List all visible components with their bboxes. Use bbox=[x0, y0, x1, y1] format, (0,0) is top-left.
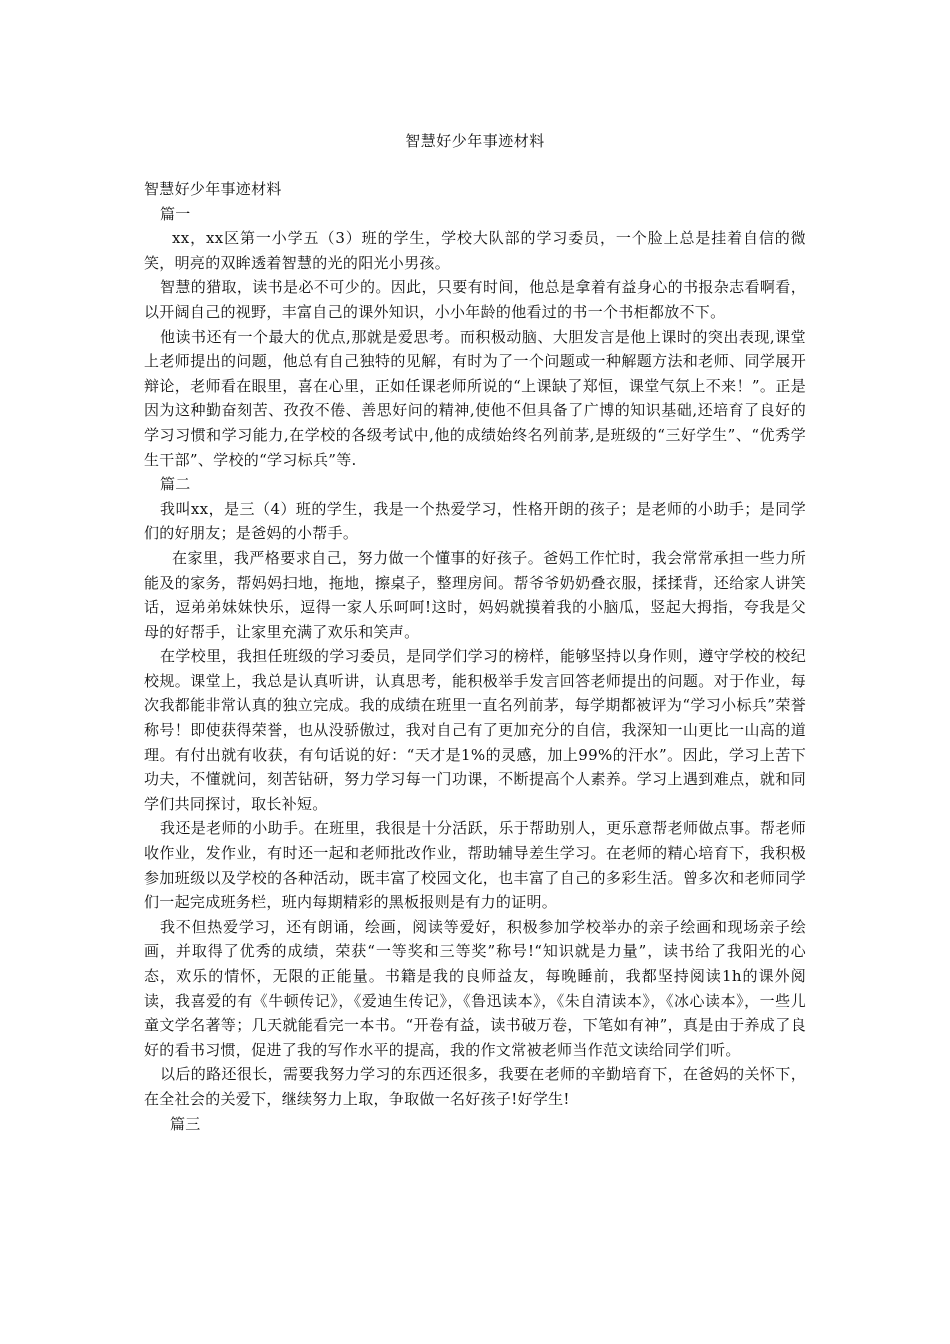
paragraph: 在家里，我严格要求自己，努力做一个懂事的好孩子。爸妈工作忙时，我会常常承担一些力所能及的家务，帮妈妈扫地，拖地，擦桌子，整理房间。帮爷爷奶奶叠衣服，揉揉背，还给家人讲笑话，逗弟弟妹妹快乐，逗得一家人乐呵呵!这时，妈妈就摸着我的小脑瓜，竖起大拇指，夸我是父母的好帮手，让家里充满了欢乐和笑声。 bbox=[144, 548, 806, 641]
document-subtitle: 智慧好少年事迹材料 bbox=[144, 180, 282, 198]
paragraph: 他读书还有一个最大的优点,那就是爱思考。而积极动脑、大胆发言是他上课时的突出表现,课堂上老师提出的问题，他总有自己独特的见解，有时为了一个问题或一种解题方法和老师、同学展开辩论，老师看在眼里，喜在心里，正如任课老师所说的“上课缺了郑恒，课堂气氛上不来！”。正是因为这种勤奋刻苦、孜孜不倦、善思好问的精神,使他不但具备了广博的知识基础,还培育了良好的学习习惯和学习能力,在学校的各级考试中,他的成绩始终名列前茅,是班级的“三好学生”、“优秀学生干部”、学校的“学习标兵”等. bbox=[144, 327, 806, 469]
section-heading-3: 篇三 bbox=[170, 1114, 201, 1133]
paragraph: 以后的路还很长，需要我努力学习的东西还很多，我要在老师的辛勤培育下，在爸妈的关怀下，在全社会的关爱下，继续努力上取，争取做一名好孩子!好学生! bbox=[144, 1065, 806, 1108]
paragraph: xx，xx区第一小学五（3）班的学生，学校大队部的学习委员，一个脸上总是挂着自信的微笑，明亮的双眸透着智慧的光的阳光小男孩。 bbox=[144, 229, 806, 272]
paragraph: 智慧的猎取，读书是必不可少的。因此，只要有时间，他总是拿着有益身心的书报杂志看啊看，以开阔自己的视野，丰富自己的课外知识，小小年龄的他看过的书一个书柜都放不下。 bbox=[144, 278, 806, 321]
section-heading-2: 篇二 bbox=[160, 475, 191, 494]
paragraph: 在学校里，我担任班级的学习委员，是同学们学习的榜样，能够坚持以身作则，遵守学校的校纪校规。课堂上，我总是认真听讲，认真思考，能积极举手发言回答老师提出的问题。对于作业，每次我都能非常认真的独立完成。我的成绩在班里一直名列前茅，每学期都被评为“学习小标兵”荣誉称号！即使获得荣誉，也从没骄傲过，我对自己有了更加充分的自信，我深知一山更比一山高的道理。有付出就有收获，有句话说的好：“天才是1%的灵感，加上99%的汗水”。因此，学习上苦下功夫，不懂就问，刻苦钻研，努力学习每一门功课，不断提高个人素养。学习上遇到难点，就和同学们共同探讨，取长补短。 bbox=[144, 647, 806, 813]
paragraph: 我还是老师的小助手。在班里，我很是十分活跃，乐于帮助别人，更乐意帮老师做点事。帮老师收作业，发作业，有时还一起和老师批改作业，帮助辅导差生学习。在老师的精心培育下，我积极参加班级以及学校的各种活动，既丰富了校园文化，也丰富了自己的多彩生活。曾多次和老师同学们一起完成班务栏，班内每期精彩的黑板报则是有力的证明。 bbox=[144, 819, 806, 912]
document-title: 智慧好少年事迹材料 bbox=[405, 132, 545, 150]
document-body bbox=[144, 177, 806, 1136]
section-heading-1: 篇一 bbox=[160, 204, 191, 223]
paragraph: 我叫xx，是三（4）班的学生，我是一个热爱学习，性格开朗的孩子；是老师的小助手；是同学们的好朋友；是爸妈的小帮手。 bbox=[144, 499, 806, 543]
paragraph: 我不但热爱学习，还有朗诵，绘画，阅读等爱好，积极参加学校举办的亲子绘画和现场亲子绘画，并取得了优秀的成绩，荣获“一等奖和三等奖”称号!“知识就是力量”，读书给了我阳光的心态，欢乐的情怀，无限的正能量。书籍是我的良师益友，每晚睡前，我都坚持阅读1h的课外阅读，我喜爱的有《牛顿传记》，《爱迪生传记》，《鲁迅读本》，《朱自清读本》，《冰心读本》，一些儿童文学名著等；几天就能看完一本书。“开卷有益，读书破万卷，下笔如有神”，真是由于养成了良好的看书习惯，促进了我的写作水平的提高，我的作文常被老师当作范文读给同学们听。 bbox=[144, 917, 806, 1059]
